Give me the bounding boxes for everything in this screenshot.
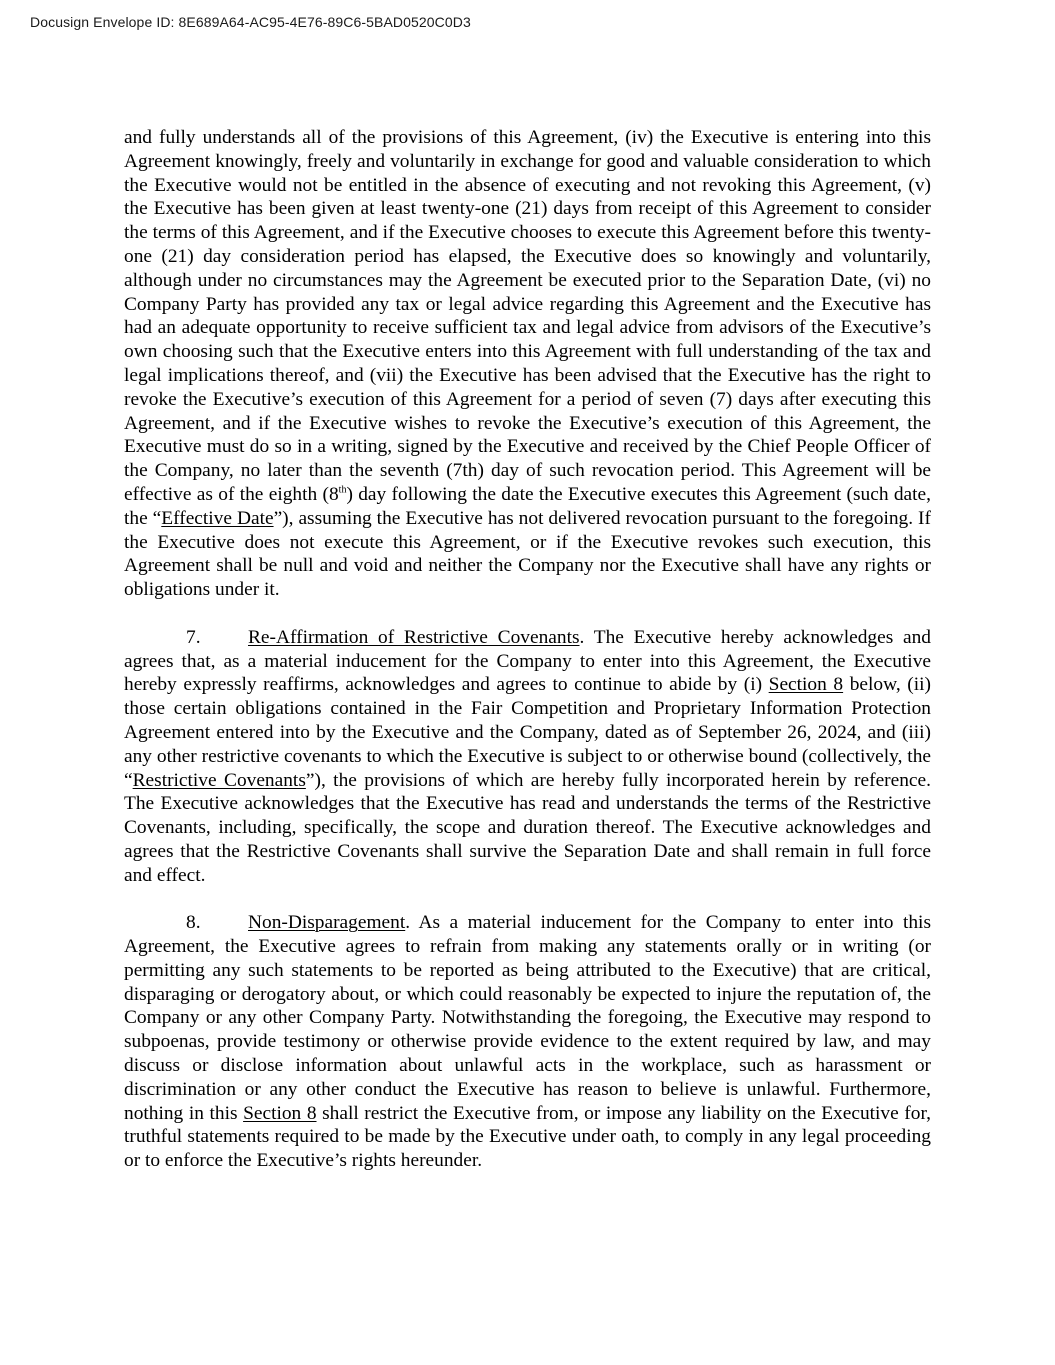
section-8-text-1: . As a material inducement for the Company to enter into this Agreement, the Executive agrees to refrain from making any statements orally or in writing (or permitting any such statements to be reported as being attributed to the Executive) that are critical, disparaging or derogatory about, or which could reasonably be expected to injure the reputation of, the Company or any other Company Party. Notwithstanding the foregoing, the Executive may respond to subpoenas, provide testimony or otherwise provide evidence to the extent required by law, and may discuss or disclose information about unlawful acts in the workplace, such as harassment or discrimination or any other conduct the Executive has reason to believe is unlawful. Furthermore, nothing in this — [124, 912, 931, 1124]
docusign-envelope-id: Docusign Envelope ID: 8E689A64-AC95-4E76-89C6-5BAD0520C0D3 — [30, 14, 471, 30]
section-8 — [124, 911, 931, 1173]
section-7 — [124, 626, 931, 888]
effective-date-term: Effective Date — [161, 507, 274, 529]
section-6-continuation — [124, 126, 931, 602]
section-7-number: 7. — [186, 626, 201, 648]
document-body — [124, 126, 931, 1197]
section-8-heading: Non-Disparagement — [248, 912, 406, 934]
section-8-reference: Section 8 — [768, 674, 844, 696]
section-6-text-2: ) day following the date the Executive executes this Agreement (such date, the “ — [124, 483, 931, 529]
section-8-self-reference: Section 8 — [243, 1102, 317, 1124]
section-8-text-2: shall restrict the Executive from, or impose any liability on the Executive for, truthful statements required to be made by the Executive under oath, to comply in any legal proceeding or to enforce the Executive’s rights hereunder. — [124, 1102, 931, 1172]
section-7-text-3: ”), the provisions of which are hereby fully incorporated herein by reference. The Executive acknowledges that the Executive has read and understands the terms of the Restrictive Covenants, including, specifically, the scope and duration thereof. The Executive acknowledges and agrees that the Restrictive Covenants shall survive the Separation Date and shall remain in full force and effect. — [124, 769, 931, 886]
section-6-text-3: ”), assuming the Executive has not delivered revocation pursuant to the foregoing. If the Executive does not execute this Agreement, or if the Executive revokes such execution, this Agreement shall be null and void and neither the Company nor the Executive shall have any rights or obligations under it. — [124, 507, 931, 601]
restrictive-covenants-term: Restrictive Covenants — [132, 769, 306, 791]
section-7-text-2: below, (ii) those certain obligations contained in the Fair Competition and Proprietary Information Protection Agreement entered into by the Executive and the Company, dated as of September 26, 2024, and (iii) any other restrictive covenants to which the Executive is subject to or otherwise bound (collectively, the “ — [124, 674, 931, 791]
section-8-number: 8. — [186, 912, 201, 934]
section-6-text-1: and fully understands all of the provisions of this Agreement, (iv) the Executive is entering into this Agreement knowingly, freely and voluntarily in exchange for good and valuable consideration to which the Executive would not be entitled in the absence of executing and not revoking this Agreement, (v) the Executive has been given at least twenty-one (21) days from receipt of this Agreement to consider the terms of this Agreement, and if the Executive chooses to execute this Agreement before this twenty-one (21) day consideration period has elapsed, the Executive does so knowingly and voluntarily, although under no circumstances may the Agreement be executed prior to the Separation Date, (vi) no Company Party has provided any tax or legal advice regarding this Agreement and the Executive has had an adequate opportunity to receive sufficient tax and legal advice from advisors of the Executive’s own choosing such that the Executive enters into this Agreement with full understanding of the tax and legal implications thereof, and (vii) the Executive has been advised that the Executive has the right to revoke the Executive’s execution of this Agreement for a period of seven (7) days after executing this Agreement, and if the Executive wishes to revoke the Executive’s execution of this Agreement, the Executive must do so in a writing, signed by the Executive and received by the Chief People Officer of the Company, no later than the seventh (7th) day of such revocation period. This Agreement will be effective as of the eighth (8 — [124, 127, 931, 505]
section-7-heading: Re-Affirmation of Restrictive Covenants — [248, 626, 580, 648]
ordinal-superscript: th — [338, 484, 347, 496]
section-7-text-1: . The Executive hereby acknowledges and agrees that, as a material inducement for the Company to enter into this Agreement, the Executive hereby expressly reaffirms, acknowledges and agrees to continue to abide by (i) — [124, 626, 931, 696]
